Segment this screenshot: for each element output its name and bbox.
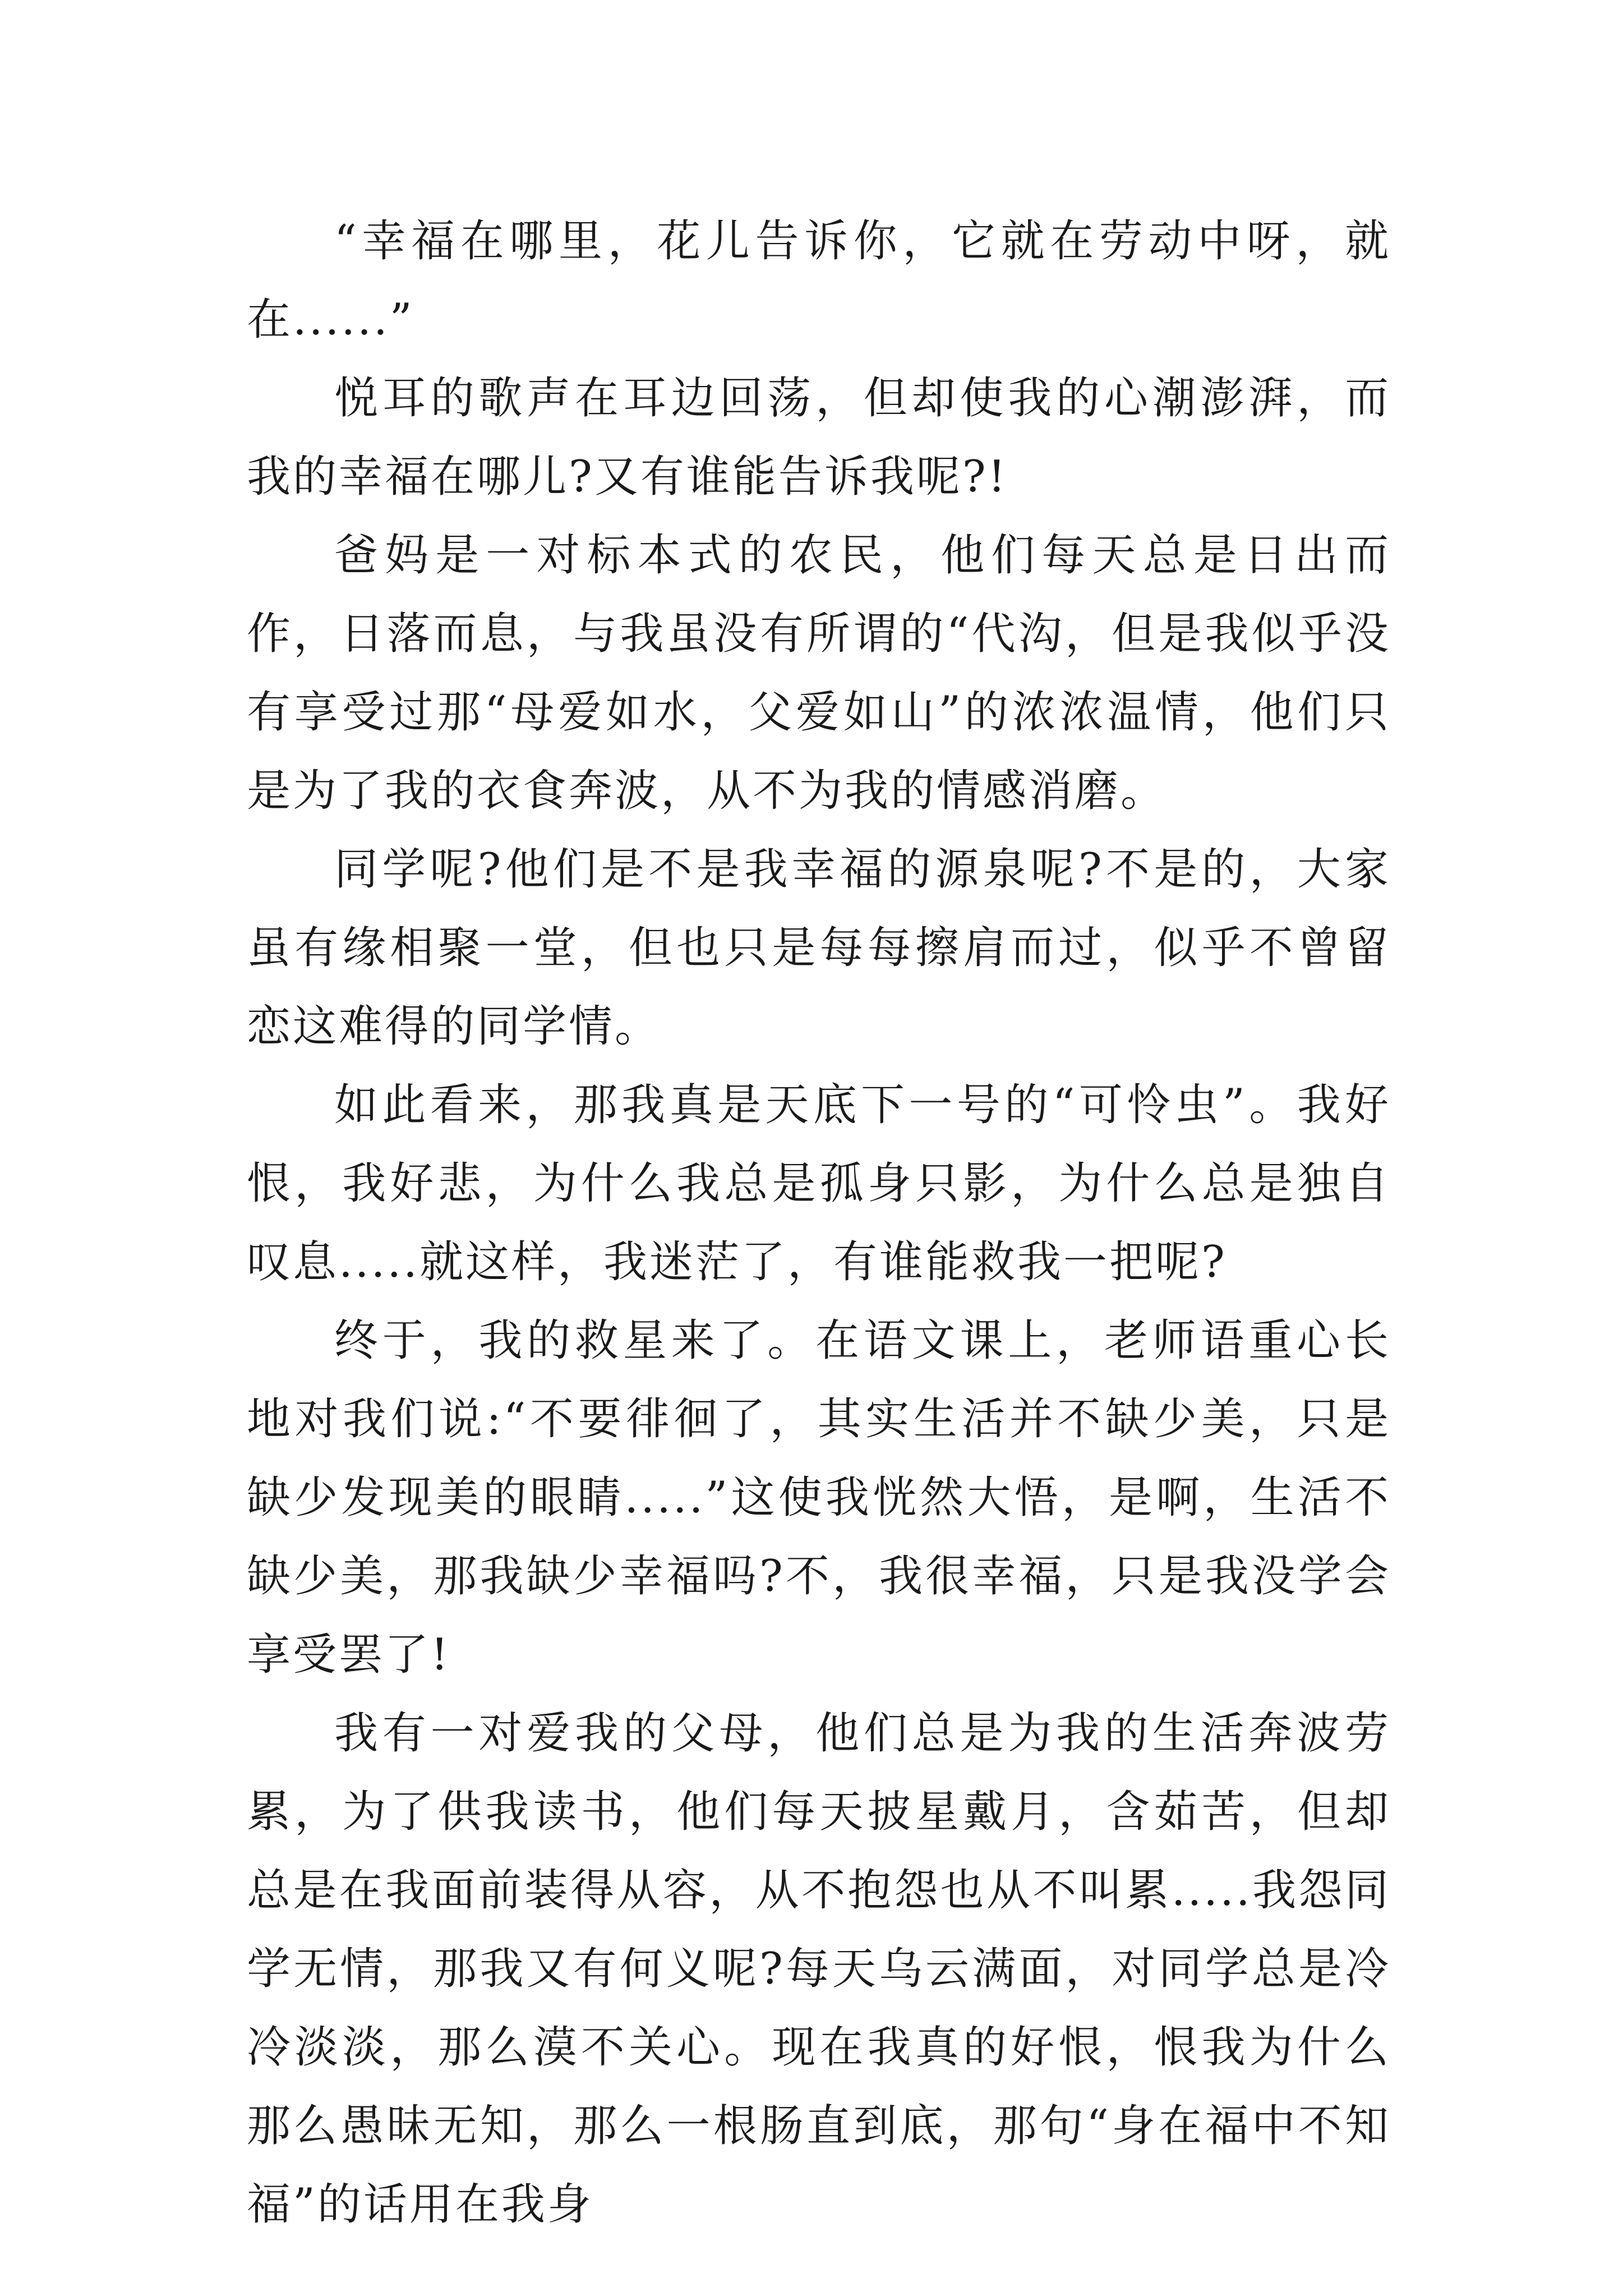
paragraph-2: 悦耳的歌声在耳边回荡，但却使我的心潮澎湃，而我的幸福在哪儿?又有谁能告诉我呢?!: [247, 373, 1391, 502]
paragraph-6: 终于，我的救星来了。在语文课上，老师语重心长地对我们说:“不要徘徊了，其实生活并不缺少美，只是缺少发现美的眼睛.....”这使我恍然大悟，是啊，生活不缺少美，那我缺少幸福吗?不，我很幸福，只是我没学会享受罢了!: [247, 1315, 1391, 1680]
paragraph-5: 如此看来，那我真是天底下一号的“可怜虫”。我好恨，我好悲，为什么我总是孤身只影，为什么总是独自叹息.....就这样，我迷茫了，有谁能救我一把呢?: [247, 1080, 1391, 1287]
paragraph-1: “幸福在哪里，花儿告诉你，它就在劳动中呀，就在......”: [247, 216, 1391, 345]
paragraph-7: 我有一对爱我的父母，他们总是为我的生活奔波劳累，为了供我读书，他们每天披星戴月，含茹苦，但却总是在我面前装得从容，从不抱怨也从不叫累.....我怨同学无情，那我又有何义呢?每天乌云满面，对同学总是冷冷淡淡，那么漠不关心。现在我真的好恨，恨我为什么那么愚昧无知，那么一根肠直到底，那句“身在福中不知福”的话用在我身: [247, 1708, 1391, 2230]
essay-body: [247, 202, 1391, 2244]
paragraph-4: 同学呢?他们是不是我幸福的源泉呢?不是的，大家虽有缘相聚一堂，但也只是每每擦肩而过，似乎不曾留恋这难得的同学情。: [247, 844, 1391, 1052]
paragraph-3: 爸妈是一对标本式的农民，他们每天总是日出而作，日落而息，与我虽没有所谓的“代沟，但是我似乎没有享受过那“母爱如水，父爱如山”的浓浓温情，他们只是为了我的衣食奔波，从不为我的情感消磨。: [247, 530, 1391, 816]
